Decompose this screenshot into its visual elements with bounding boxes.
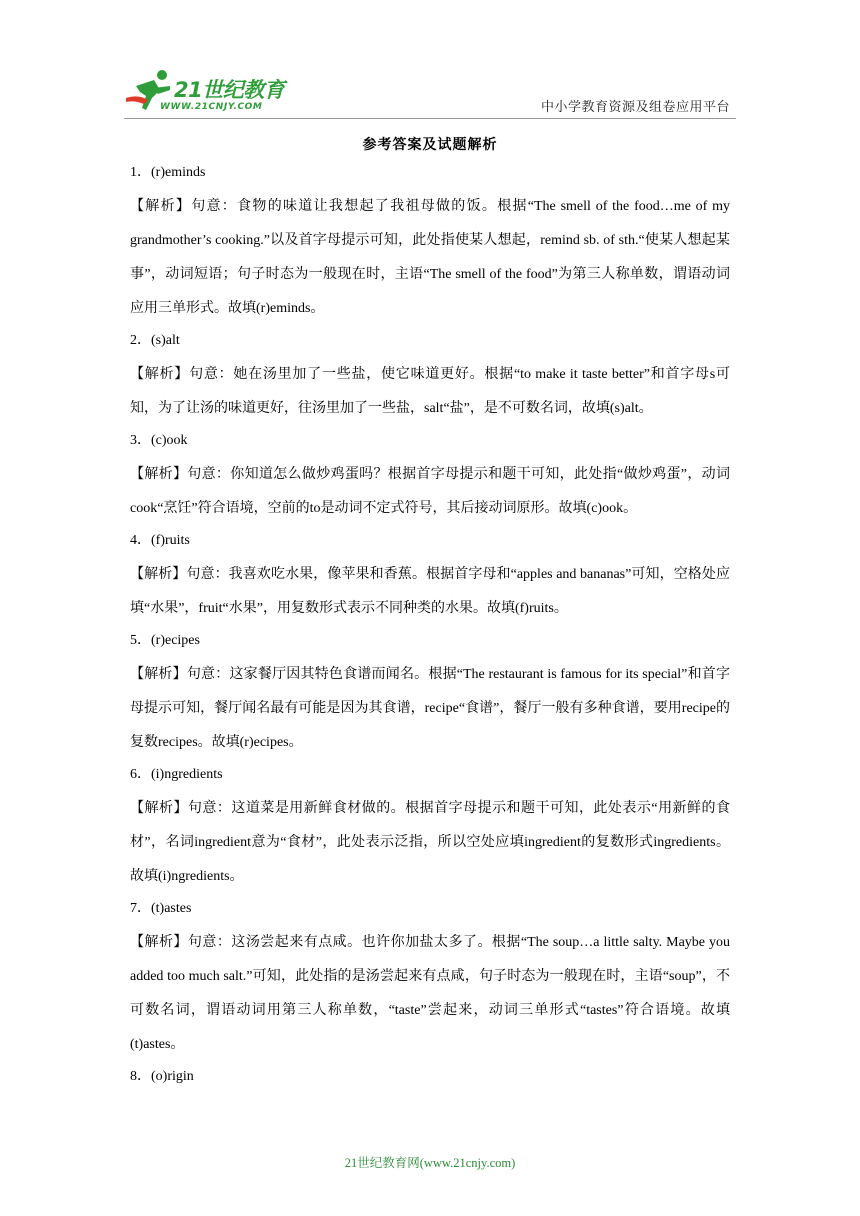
page-title: 参考答案及试题解析 (362, 138, 498, 153)
answer-3: 3．(c)ook (130, 433, 188, 448)
explanation-6: 【解析】句意：这道菜是用新鲜食材做的。根据首字母提示和题干可知，此处表示“用新鲜的食材”，名词ingredient意为“食材”，此处表示泛指，所以空处应填ingredient的复数形式ingredients。故填(i)ngredients。 (130, 801, 730, 884)
explanation-1: 【解析】句意：食物的味道让我想起了我祖母做的饭。根据“The smell of the food…me of my grandmother’s cooking.”以及首字母提示可知，此处指使某人想起，remind sb. of sth.“使某人想起某事”，动词短语；句子时态为一般现在时，主语“The smell of the food”为第三人称单数，谓语动词应用三单形式。故填(r)eminds。 (130, 199, 730, 316)
explanation-3: 【解析】句意：你知道怎么做炒鸡蛋吗？根据首字母提示和题干可知，此处指“做炒鸡蛋”，动词cook“烹饪”符合语境，空前的to是动词不定式符号，其后接动词原形。故填(c)ook。 (130, 467, 730, 516)
answer-8: 8．(o)rigin (130, 1069, 194, 1084)
logo-url: WWW.21CNJY.COM (160, 102, 263, 112)
answer-list (130, 161, 730, 1099)
answer-4: 4．(f)ruits (130, 533, 190, 548)
answer-6: 6．(i)ngredients (130, 767, 223, 782)
footer-source: 21世纪教育网(www.21cnjy.com) (344, 1156, 516, 1170)
answer-1: 1．(r)eminds (130, 165, 206, 180)
answer-2: 2．(s)alt (130, 333, 180, 348)
explanation-5: 【解析】句意：这家餐厅因其特色食谱而闻名。根据“The restaurant is famous for its special”和首字母提示可知，餐厅闻名最有可能是因为其食谱，recipe“食谱”，餐厅一般有多种食谱，要用recipe的复数recipes。故填(r)ecipes。 (130, 667, 730, 750)
header-divider (124, 118, 736, 119)
answer-7: 7．(t)astes (130, 901, 192, 916)
logo-text: 21世纪教育 (174, 78, 285, 102)
explanation-7: 【解析】句意：这汤尝起来有点咸。也许你加盐太多了。根据“The soup…a little salty. Maybe you added too much salt.”可知，此处指的是汤尝起来有点咸，句子时态为一般现在时，主语“soup”，不可数名词，谓语动词用第三人称单数，“taste”尝起来，动词三单形式“tastes”符合语境。故填(t)astes。 (130, 935, 730, 1052)
site-logo (124, 68, 294, 116)
explanation-4: 【解析】句意：我喜欢吃水果，像苹果和香蕉。根据首字母和“apples and bananas”可知，空格处应填“水果”，fruit“水果”，用复数形式表示不同种类的水果。故填(f)ruits。 (130, 567, 730, 616)
explanation-2: 【解析】句意：她在汤里加了一些盐，使它味道更好。根据“to make it taste better”和首字母s可知，为了让汤的味道更好，往汤里加了一些盐，salt“盐”，是不可数名词，故填(s)alt。 (130, 367, 730, 416)
platform-name: 中小学教育资源及组卷应用平台 (540, 99, 730, 114)
answer-5: 5．(r)ecipes (130, 633, 200, 648)
